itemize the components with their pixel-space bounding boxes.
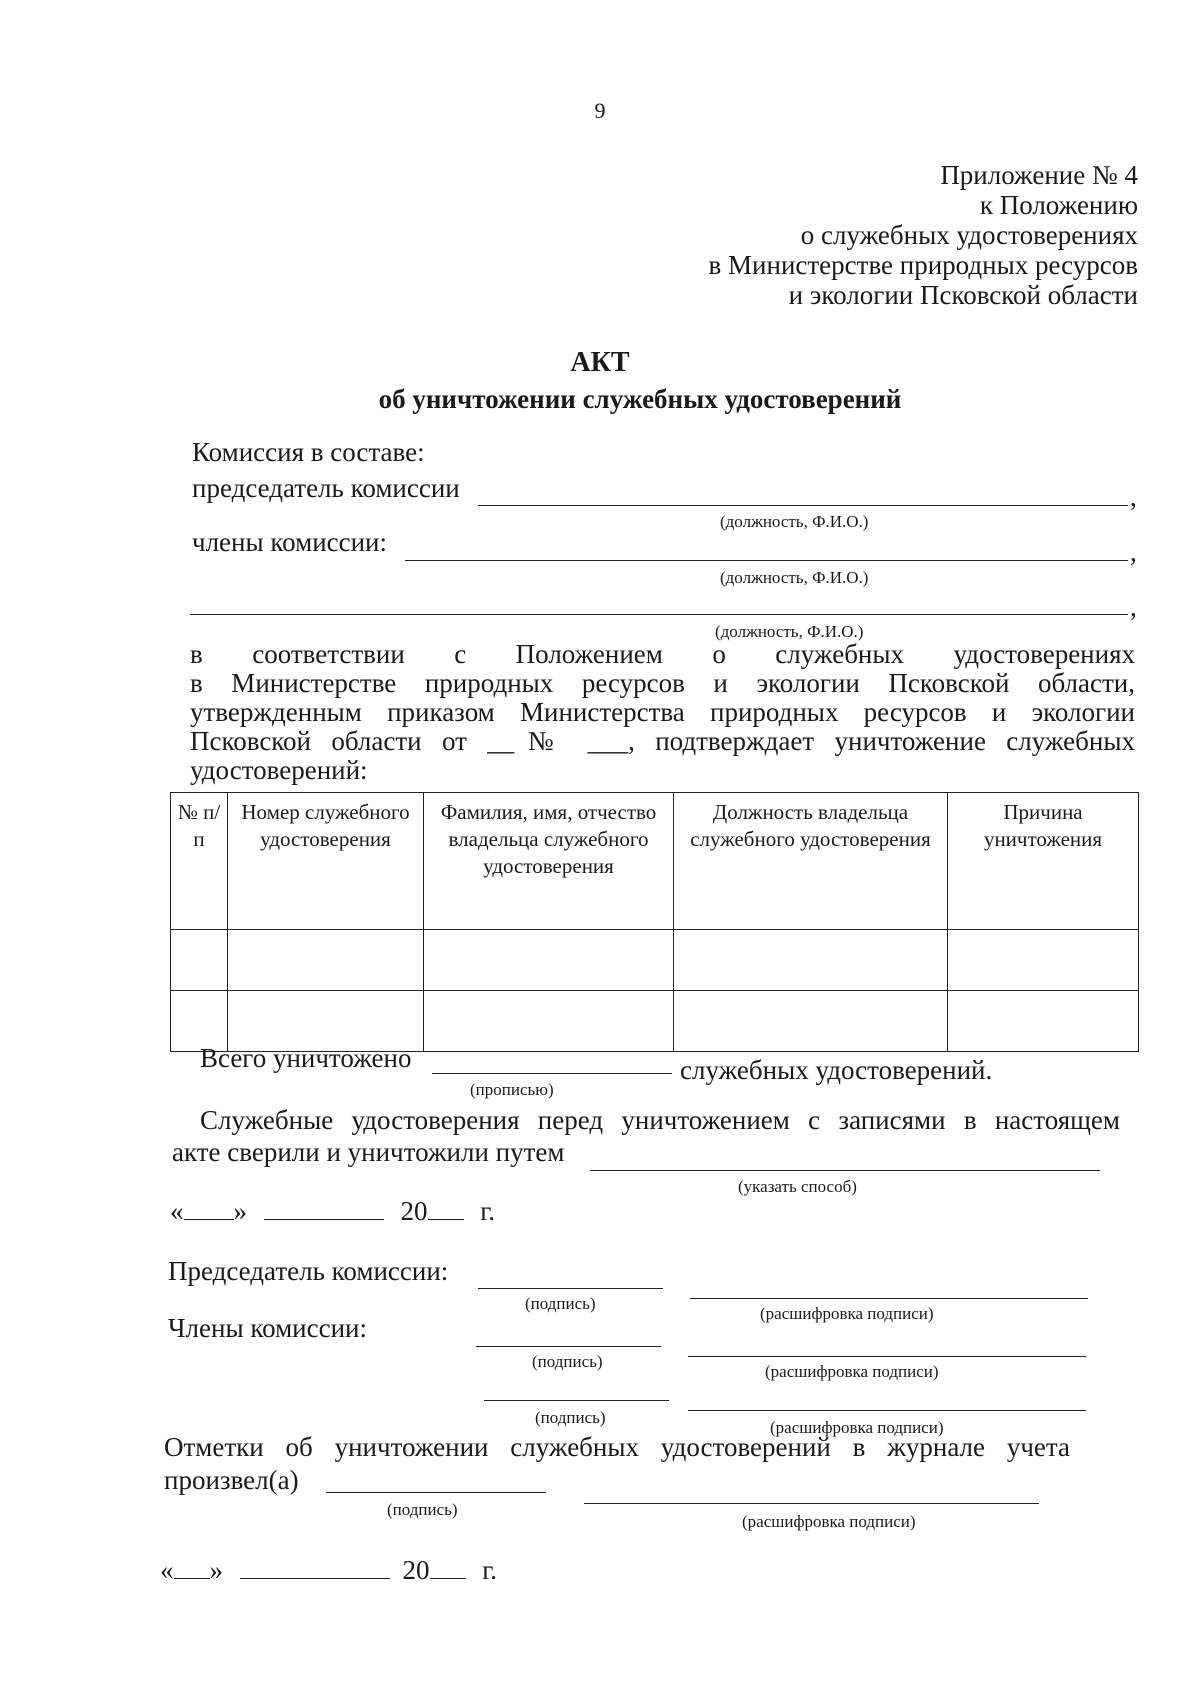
date-field-2 bbox=[160, 1555, 497, 1585]
member-signature-line-1[interactable] bbox=[476, 1346, 661, 1347]
year-input-line[interactable] bbox=[430, 1578, 466, 1579]
appendix-line-5: и экологии Псковской области bbox=[788, 280, 1138, 310]
comma: , bbox=[1130, 537, 1137, 567]
table-cell[interactable] bbox=[674, 990, 948, 1051]
document-title: АКТ bbox=[570, 347, 630, 378]
comma: , bbox=[1130, 592, 1137, 622]
member-decode-line-2[interactable] bbox=[688, 1410, 1086, 1411]
in-words-hint: (прописью) bbox=[470, 1080, 554, 1099]
column-header-owner-position: Должность владельца служебного удостоверения bbox=[674, 793, 948, 930]
signature-hint: (подпись) bbox=[525, 1294, 596, 1313]
column-header-reason: Причина уничтожения bbox=[948, 793, 1139, 930]
chairman-signature-line[interactable] bbox=[478, 1288, 663, 1289]
total-input-line[interactable] bbox=[432, 1073, 672, 1074]
date-field-1 bbox=[170, 1196, 495, 1226]
position-name-hint: (должность, Ф.И.О.) bbox=[720, 568, 869, 587]
decode-hint: (расшифровка подписи) bbox=[770, 1418, 944, 1437]
appendix-line-4: в Министерстве природных ресурсов bbox=[708, 250, 1138, 280]
signature-hint: (подпись) bbox=[532, 1352, 603, 1371]
chairman-decode-line[interactable] bbox=[690, 1298, 1088, 1299]
journal-signature-line[interactable] bbox=[326, 1492, 546, 1493]
document-subtitle: об уничтожении служебных удостоверений bbox=[378, 384, 902, 414]
day-input-line[interactable] bbox=[174, 1578, 210, 1579]
paragraph-line-3: утвержденным приказом Министерства природных ресурсов и экологии bbox=[190, 697, 1135, 727]
position-name-hint: (должность, Ф.И.О.) bbox=[720, 512, 869, 531]
month-input-line[interactable] bbox=[240, 1578, 390, 1579]
appendix-line-2: к Положению bbox=[979, 190, 1138, 220]
chairman-signature-label: Председатель комиссии: bbox=[168, 1256, 449, 1286]
signature-hint: (подпись) bbox=[535, 1408, 606, 1427]
paragraph-line-4: Псковской области от __№ ___, подтверждает уничтожение служебных bbox=[190, 726, 1135, 756]
journal-line-1: Отметки об уничтожении служебных удостоверений в журнале учета bbox=[164, 1432, 1070, 1462]
date-open-quote: « bbox=[170, 1196, 184, 1226]
journal-decode-line[interactable] bbox=[584, 1503, 1039, 1504]
column-header-certificate-number: Номер служебного удостоверения bbox=[228, 793, 424, 930]
paragraph-line-5: удостоверений: bbox=[190, 755, 368, 785]
journal-line-2: произвел(а) bbox=[164, 1465, 299, 1495]
method-input-line[interactable] bbox=[590, 1170, 1100, 1171]
table-header-row bbox=[171, 793, 1139, 930]
certificates-table bbox=[170, 792, 1139, 1052]
decode-hint: (расшифровка подписи) bbox=[765, 1362, 939, 1381]
table-cell[interactable] bbox=[948, 990, 1139, 1051]
year-input-line[interactable] bbox=[428, 1219, 464, 1220]
members-signature-label: Члены комиссии: bbox=[168, 1313, 367, 1343]
total-label: Всего уничтожено bbox=[200, 1043, 412, 1073]
decode-hint: (расшифровка подписи) bbox=[760, 1304, 934, 1323]
total-suffix: служебных удостоверений. bbox=[680, 1055, 993, 1085]
table-cell[interactable] bbox=[948, 929, 1139, 990]
month-input-line[interactable] bbox=[264, 1219, 384, 1220]
member-input-line-2[interactable] bbox=[190, 614, 1128, 615]
table-cell[interactable] bbox=[171, 929, 228, 990]
verification-line-1: Служебные удостоверения перед уничтожением с записями в настоящем bbox=[200, 1105, 1120, 1135]
date-close-quote: » bbox=[233, 1196, 247, 1226]
year-suffix: г. bbox=[482, 1555, 498, 1585]
day-input-line[interactable] bbox=[184, 1219, 234, 1220]
regulation-paragraph bbox=[190, 640, 1135, 785]
column-header-number: № п/п bbox=[171, 793, 228, 930]
appendix-line-1: Приложение № 4 bbox=[940, 160, 1138, 190]
paragraph-line-1: в соответствии с Положением о служебных удостоверениях bbox=[190, 639, 1135, 669]
signature-hint: (подпись) bbox=[387, 1500, 458, 1519]
chairman-label: председатель комиссии bbox=[192, 473, 460, 503]
year-prefix: 20 bbox=[402, 1555, 430, 1585]
member-signature-line-2[interactable] bbox=[484, 1400, 669, 1401]
column-header-owner-name: Фамилия, имя, отчество владельца служебного удостоверения bbox=[424, 793, 674, 930]
table-row bbox=[171, 929, 1139, 990]
verification-line-2: акте сверили и уничтожили путем bbox=[172, 1137, 565, 1167]
table-cell[interactable] bbox=[424, 990, 674, 1051]
commission-intro: Комиссия в составе: bbox=[192, 437, 425, 467]
position-name-hint: (должность, Ф.И.О.) bbox=[715, 622, 864, 641]
page-number: 9 bbox=[594, 98, 606, 123]
comma: , bbox=[1130, 482, 1137, 512]
chairman-input-line[interactable] bbox=[478, 505, 1128, 506]
members-label: члены комиссии: bbox=[192, 527, 388, 557]
paragraph-line-2: в Министерстве природных ресурсов и экологии Псковской области, bbox=[190, 668, 1135, 698]
table-cell[interactable] bbox=[424, 929, 674, 990]
table-cell[interactable] bbox=[228, 929, 424, 990]
member-input-line-1[interactable] bbox=[405, 560, 1128, 561]
member-decode-line-1[interactable] bbox=[688, 1356, 1086, 1357]
table-cell[interactable] bbox=[674, 929, 948, 990]
decode-hint: (расшифровка подписи) bbox=[742, 1512, 916, 1531]
date-close-quote: » bbox=[209, 1555, 223, 1585]
year-prefix: 20 bbox=[400, 1196, 428, 1226]
year-suffix: г. bbox=[480, 1196, 496, 1226]
appendix-header bbox=[600, 160, 1138, 310]
method-hint: (указать способ) bbox=[738, 1177, 857, 1196]
date-open-quote: « bbox=[160, 1555, 174, 1585]
appendix-line-3: о служебных удостоверениях bbox=[800, 220, 1138, 250]
